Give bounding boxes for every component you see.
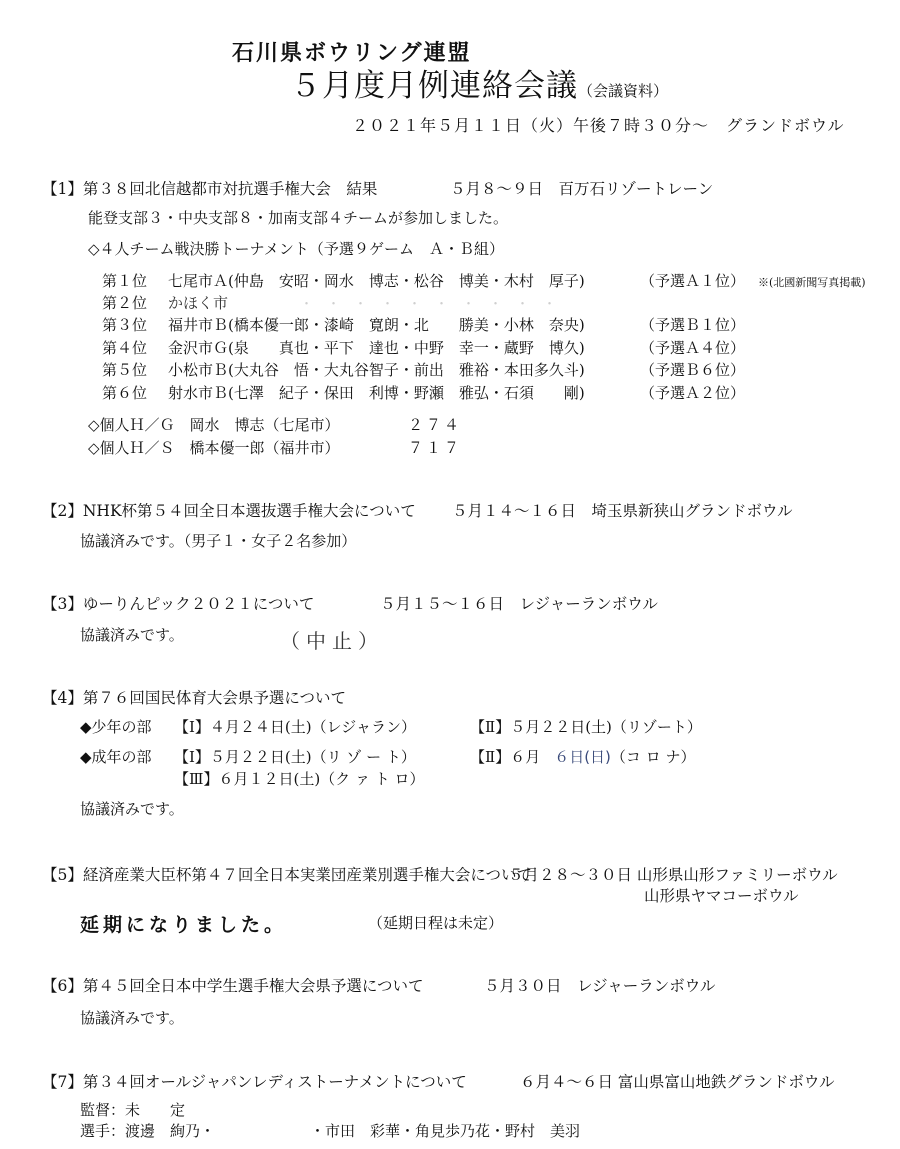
youth-round-1: 【Ⅰ】４月２４日(土)（レジャラン）: [174, 718, 416, 736]
individual-game-score: ２７４: [408, 416, 463, 434]
rank-3-team: 福井市Ｂ(橋本優一郎・漆崎 寛朗・北 勝美・小林 奈央): [168, 316, 585, 334]
s3-heading: 【3】ゆーりんピック２０２１について: [42, 595, 315, 613]
rank-6-team: 射水市Ｂ(七澤 紀子・保田 利博・野瀬 雅弘・石須 剛): [168, 384, 585, 402]
adult-round-3: 【Ⅲ】６月１２日(土)（ク ァ ト ロ）: [174, 770, 425, 788]
s4-heading: 【4】第７６回国民体育大会県予選について: [42, 689, 347, 707]
youth-label: ◆少年の部: [80, 718, 152, 736]
meeting-datetime: ２０２１年５月１１日（火）午後７時３０分〜 グランドボウル: [352, 116, 845, 135]
rank-2-faint: ・・・・・・・・・・: [300, 297, 571, 312]
adult-round-1: 【Ⅰ】５月２２日(土)（リ ゾ ー ト）: [174, 748, 416, 766]
s2-heading: 【2】NHK杯第５４回全日本選抜選手権大会について: [42, 502, 416, 520]
adult-round-2: [470, 746, 695, 767]
rank-3-label: 第３位: [102, 316, 148, 334]
s5-postponed: 延期になりました。: [80, 914, 288, 936]
page-title: [290, 60, 668, 105]
s6-note: 協議済みです。: [80, 1009, 184, 1027]
rank-6-qual: （予選Ａ２位）: [640, 384, 746, 402]
rank-5-label: 第５位: [102, 361, 148, 379]
rank-3-qual: （予選Ｂ１位）: [640, 316, 746, 334]
s6-dates: ５月３０日 レジャーランボウル: [484, 977, 716, 995]
s1-bracket: ◇４人チーム戦決勝トーナメント（予選９ゲーム Ａ・Ｂ組）: [88, 240, 504, 258]
s5-note: （延期日程は未定）: [368, 914, 504, 932]
s3-note: 協議済みです。: [80, 626, 184, 644]
rank-2-team: かほく市: [168, 294, 229, 312]
s7-players-a: 選手：渡邊 絢乃・: [80, 1122, 216, 1140]
s1-heading: 【1】第３８回北信越都市対抗選手権大会 結果: [42, 180, 378, 198]
rank-4-qual: （予選Ａ４位）: [640, 339, 746, 357]
s2-note: 協議済みです。（男子１・女子２名参加）: [80, 532, 357, 550]
rank-6-label: 第６位: [102, 384, 148, 402]
s5-heading: 【5】経済産業大臣杯第４７回全日本実業団産業別選手権大会について: [42, 866, 533, 884]
youth-round-2: 【Ⅱ】５月２２日(土)（リゾート）: [470, 718, 702, 736]
individual-game-label: ◇個人Ｈ／Ｇ 岡水 博志（七尾市）: [88, 416, 340, 434]
rank-1-team: 七尾市Ａ(仲島 安昭・岡水 博志・松谷 博美・木村 厚子): [168, 272, 585, 290]
s1-note: 能登支部３・中央支部８・加南支部４チームが参加しました。: [88, 209, 509, 227]
s4-note: 協議済みです。: [80, 800, 184, 818]
s7-heading: 【7】第３４回オールジャパンレディストーナメントについて: [42, 1073, 467, 1091]
s7-coach: 監督：未 定: [80, 1101, 186, 1119]
rank-1-label: 第１位: [102, 272, 148, 290]
rank-1-extra: ※(北國新聞写真掲載): [758, 276, 866, 289]
title-sub: （会議資料）: [578, 82, 669, 100]
rank-4-team: 金沢市Ｇ(泉 真也・平下 達也・中野 幸一・蔵野 博久): [168, 339, 585, 357]
rank-4-label: 第４位: [102, 339, 148, 357]
s1-dates: ５月８〜９日 百万石リゾートレーン: [450, 180, 714, 198]
s5-dates-2: 山形県ヤマコーボウル: [644, 887, 799, 905]
individual-series-score: ７１７: [408, 439, 463, 457]
adult-round-2-handwritten-date: ６日(日): [554, 748, 611, 766]
rank-1-qual: （予選Ａ１位）: [640, 272, 746, 290]
s6-heading: 【6】第４５回全日本中学生選手権大会県予選について: [42, 977, 424, 995]
organization-name: 石川県ボウリング連盟: [232, 40, 472, 66]
s3-dates: ５月１５〜１６日 レジャーランボウル: [380, 595, 658, 613]
s3-cancelled-handwritten: （中止）: [280, 629, 384, 653]
adult-round-2-month: 【Ⅱ】６月: [470, 748, 541, 766]
s5-dates: ５月２８〜３０日 山形県山形ファミリーボウル: [508, 866, 838, 884]
individual-series-label: ◇個人Ｈ／Ｓ 橋本優一郎（福井市）: [88, 439, 340, 457]
adult-label: ◆成年の部: [80, 748, 152, 766]
s7-dates: ６月４〜６日 富山県富山地鉄グランドボウル: [520, 1073, 835, 1091]
s2-dates: ５月１４〜１６日 埼玉県新狭山グランドボウル: [452, 502, 793, 520]
s7-players-b: ・市田 彩華・角見歩乃花・野村 美羽: [310, 1122, 581, 1140]
adult-round-2-venue: （コ ロ ナ）: [610, 748, 696, 766]
title-main: ５月度月例連絡会議: [290, 68, 578, 104]
rank-2-label: 第２位: [102, 294, 148, 312]
rank-5-team: 小松市Ｂ(大丸谷 悟・大丸谷智子・前出 雅裕・本田多久斗): [168, 361, 585, 379]
rank-5-qual: （予選Ｂ６位）: [640, 361, 746, 379]
